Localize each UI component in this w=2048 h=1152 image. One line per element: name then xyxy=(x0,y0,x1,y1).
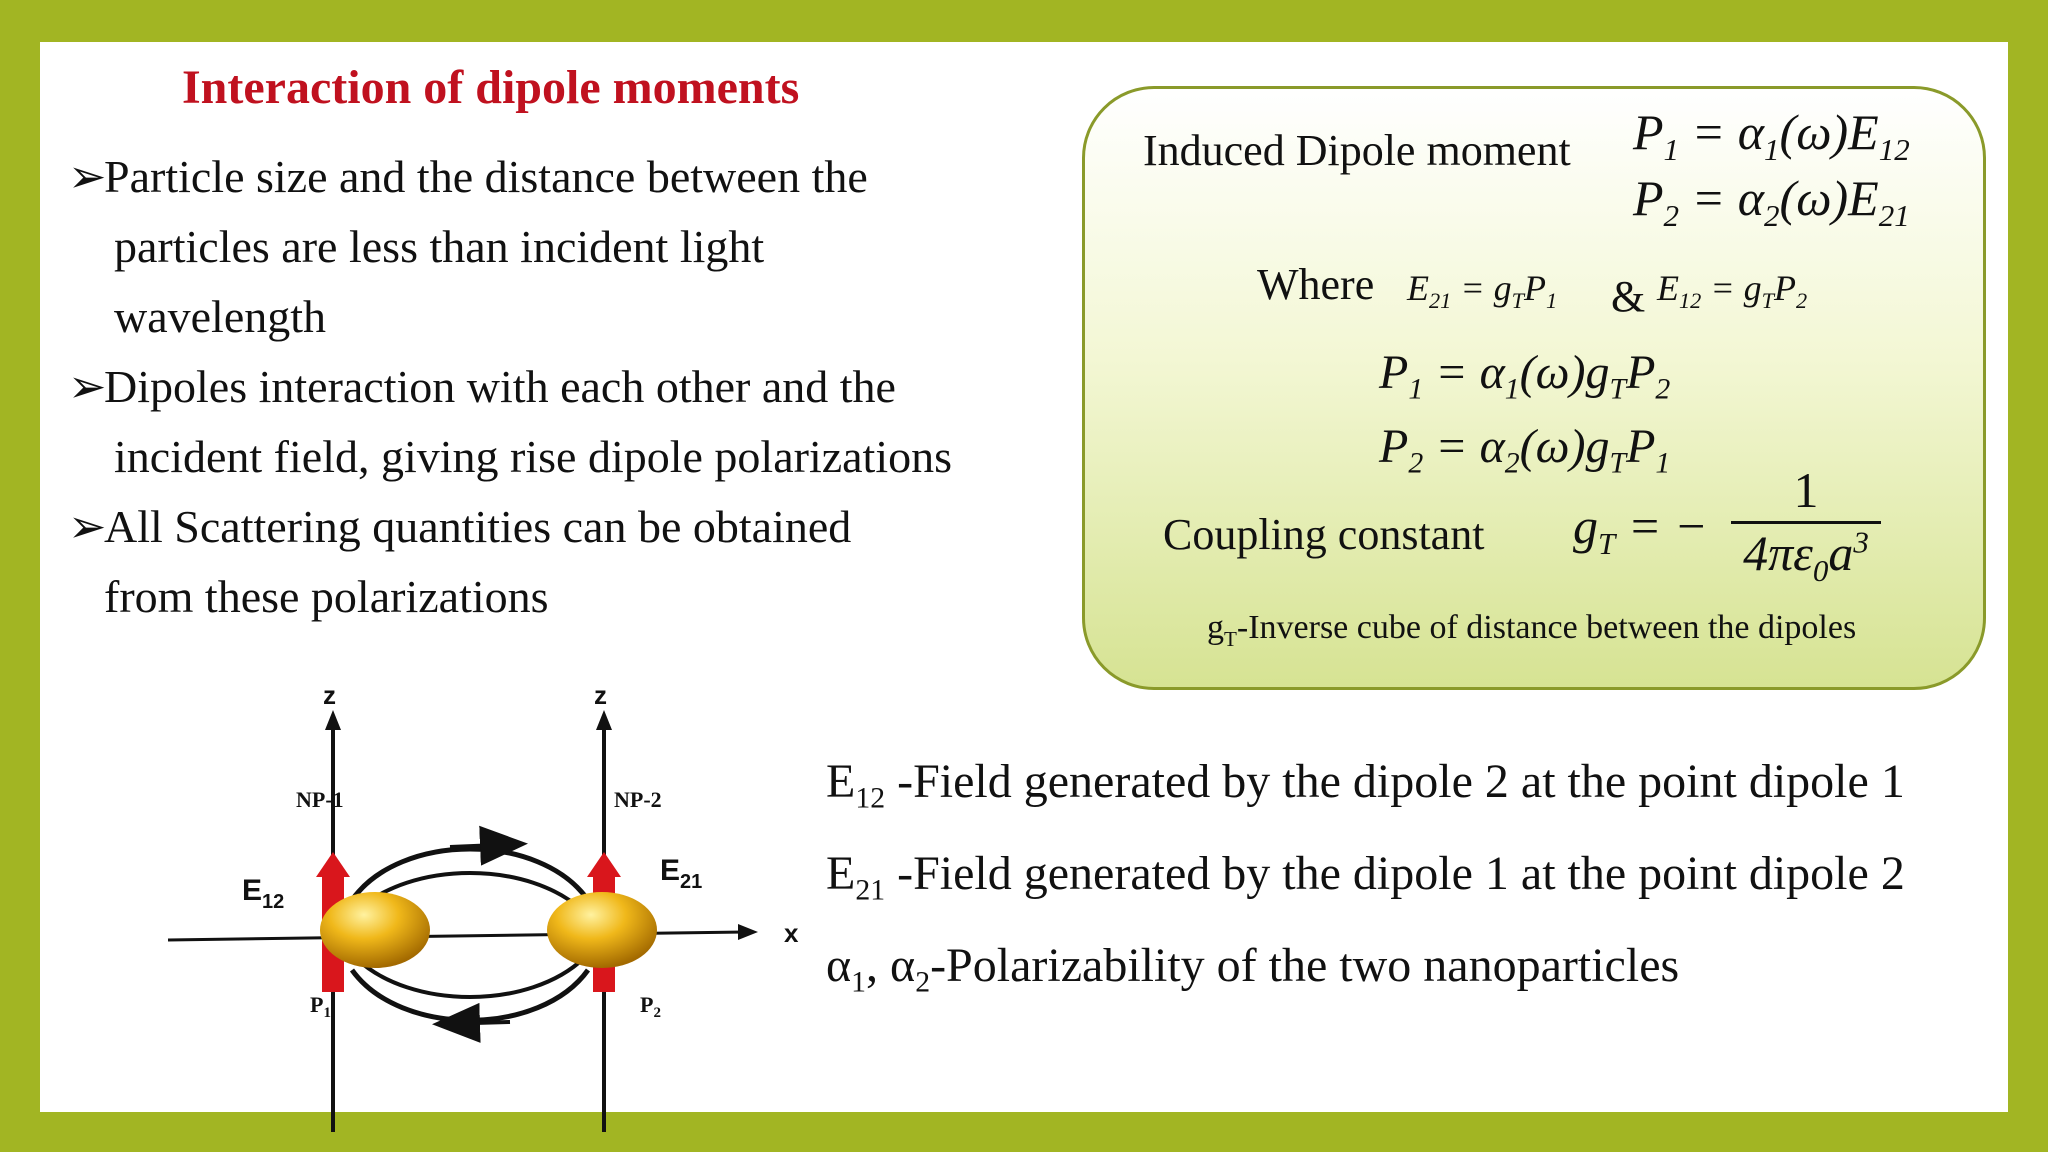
bullet-marker-icon: ➢ xyxy=(68,501,107,552)
z-axis-2-arrow-icon xyxy=(596,710,612,730)
bullet-list xyxy=(68,142,952,632)
bullet-1-line-3: wavelength xyxy=(114,291,327,342)
z-axis-1-label: z xyxy=(323,680,336,710)
bullet-2-line-1: ➢Dipoles interaction with each other and the xyxy=(68,352,952,422)
equation-box xyxy=(1082,86,1986,690)
np2-label: NP-2 xyxy=(614,787,662,812)
dipole-arrow-1-head-icon xyxy=(316,852,350,877)
bullet-3-line-1: ➢All Scattering quantities can be obtained xyxy=(68,492,952,562)
coupling-constant-label: Coupling constant xyxy=(1163,510,1485,559)
e12-label: $E_{12}$ xyxy=(242,874,285,913)
p1-label: $P_1$ xyxy=(310,992,331,1021)
nanoparticle-2 xyxy=(547,892,657,968)
bullet-3-line-2: from these polarizations xyxy=(104,571,549,622)
legend-e12: $E_{12}$ -Field generated by the dipole 2 at the point dipole 1 xyxy=(826,755,1905,815)
bullet-marker-icon: ➢ xyxy=(68,361,107,412)
bullet-marker-icon: ➢ xyxy=(68,151,107,202)
x-axis-arrow-icon xyxy=(738,924,758,940)
equation-p1-coupled: $P_1 = \alpha_1(\omega)g_TP_2$ xyxy=(1379,346,1671,406)
equation-e12: $E_{12} = g_TP_2$ xyxy=(1657,268,1808,314)
np1-label: NP-1 xyxy=(296,787,344,812)
where-label: Where xyxy=(1257,260,1375,309)
gt-note: $g_T$-Inverse cube of distance between the dipoles xyxy=(1207,609,1857,651)
x-axis xyxy=(168,932,745,940)
equation-gt-lhs: $g_T$ = − xyxy=(1573,498,1708,561)
legend-e21: $E_{21}$ -Field generated by the dipole 1 at the point dipole 2 xyxy=(826,847,1905,907)
equation-e21: $E_{21} = g_TP_1$ xyxy=(1407,268,1558,314)
z-axis-2-label: z xyxy=(594,680,607,710)
z-axis-1-arrow-icon xyxy=(325,710,341,730)
x-axis-label: x xyxy=(784,918,799,948)
equation-p2-coupled: $P_2 = \alpha_2(\omega)g_TP_1$ xyxy=(1379,420,1671,480)
e21-label: $E_{21}$ xyxy=(660,854,703,893)
bullet-2-line-2: incident field, giving rise dipole polarizations xyxy=(114,431,953,482)
p2-label: $P_2$ xyxy=(640,992,661,1021)
equation-p1: $P_1 = \alpha_1(\omega)E_{12}$ xyxy=(1633,104,1910,167)
slide xyxy=(40,42,2008,1112)
legend-polarizability: $\alpha_1$, $\alpha_2$-Polarizability of the two nanoparticles xyxy=(826,939,1680,999)
equation-gt-fraction: 1 $4\pi\varepsilon_0a^3$ xyxy=(1731,461,1881,589)
bullet-1-line-1: ➢Particle size and the distance between the xyxy=(68,142,952,212)
nanoparticle-1 xyxy=(320,892,430,968)
equation-p2: $P_2 = \alpha_2(\omega)E_{21}$ xyxy=(1633,170,1910,233)
ampersand: & xyxy=(1611,272,1646,321)
induced-dipole-label: Induced Dipole moment xyxy=(1143,126,1571,175)
field-arrow-top-icon xyxy=(450,844,520,847)
bullet-1-line-2: particles are less than incident light xyxy=(114,221,765,272)
slide-title: Interaction of dipole moments xyxy=(182,61,800,114)
dipole-diagram xyxy=(120,632,820,1132)
field-arrow-bottom-icon xyxy=(440,1022,510,1024)
dipole-arrow-2-head-icon xyxy=(587,852,621,877)
